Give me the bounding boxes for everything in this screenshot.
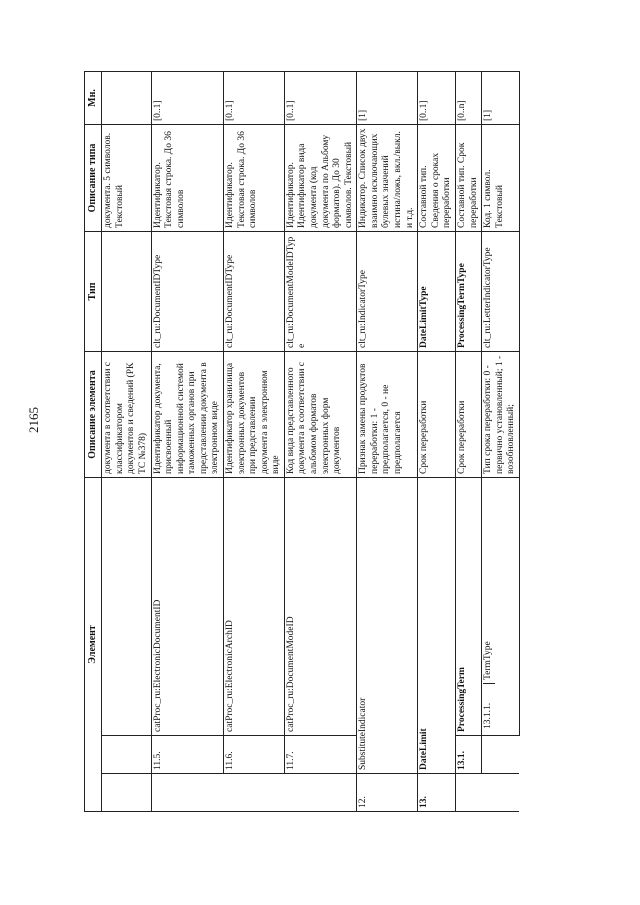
row-number: 13.	[418, 774, 456, 812]
row-number: 12.	[357, 774, 418, 812]
row-type: DateLimitType	[418, 231, 456, 351]
table-row	[223, 71, 284, 811]
row-element-name: SubstituteIndicator	[357, 477, 418, 773]
row-type: clt_ru:LetterIndicatorType	[482, 231, 520, 351]
row-element-name: catProc_ru:ElectronicArchID	[223, 477, 284, 735]
header-type: Тип	[85, 231, 102, 351]
row-description: Тип срока переработки: 0 - первично установленный; 1 - возобновленный;	[482, 351, 520, 477]
row-type-description: Составной тип. Срок переработки	[455, 124, 481, 231]
row-element-name: catProc_ru:ElectronicDocumentID	[151, 477, 223, 735]
row-type-description: Составной тип. Сведения о сроках переработки	[418, 124, 456, 231]
row-type-description: Идентификатор. Текстовая строка. До 36 символов	[151, 124, 223, 231]
row-multiplicity: [0..1]	[418, 71, 456, 124]
row-type: ProcessingTermType	[455, 231, 481, 351]
header-element: Элемент	[85, 477, 102, 811]
row-number: 11.5.	[151, 736, 223, 774]
row-description: Срок переработки	[418, 351, 456, 477]
row-multiplicity: [1]	[357, 71, 418, 124]
row-type: clt_ru:IndicatorType	[357, 231, 418, 351]
row-multiplicity	[102, 71, 151, 124]
element-table	[84, 71, 520, 812]
table-row	[284, 71, 356, 811]
row-type-description: Идентификатор. Текстовая строка. До 36 символов	[223, 124, 284, 231]
row-description: Признак замены продуктов переработки: 1 - предполагается, 0 - не предполагается	[357, 351, 418, 477]
table-row	[357, 71, 418, 811]
header-type-description: Описание типа	[85, 124, 102, 231]
row-type: clt_ru:DocumentIDType	[151, 231, 223, 351]
row-type-description: Индикатор. Список двух взаимно исключающих булевых значений истина/ложь, вкл./выкл. и т.д.	[357, 124, 418, 231]
rotated-page-content	[84, 72, 604, 812]
row-element-name: DateLimit	[418, 477, 456, 773]
row-number: 13.1.	[455, 736, 481, 774]
row-element-name: ProcessingTerm	[455, 477, 481, 735]
row-multiplicity: [0..1]	[151, 71, 223, 124]
row-multiplicity: [0..n]	[455, 71, 481, 124]
row-element-cell	[482, 477, 520, 735]
table-row	[482, 71, 520, 811]
row-number: 11.6.	[223, 736, 284, 774]
table-row	[418, 71, 456, 811]
row-multiplicity: [0..1]	[284, 71, 356, 124]
row-number: 11.7.	[284, 736, 356, 774]
table-row	[151, 71, 223, 811]
row-description: Идентификатор документа, присвоенный информационной системой таможенных органов при представлении документа в электронном виде	[151, 351, 223, 477]
header-row	[85, 71, 102, 811]
table-row	[455, 71, 481, 811]
page-number: 2165	[26, 407, 41, 433]
row-element-name: TermType	[483, 641, 494, 680]
table-row	[102, 71, 151, 811]
row-element-name: catProc_ru:DocumentModeID	[284, 477, 356, 735]
row-type-description: Идентификатор. Идентификатор вида документа (код документа по Альбому форматов). До 30 символов. Текстовый	[284, 124, 356, 231]
header-multiplicity: Мн.	[85, 71, 102, 124]
row-type-description: Код. 1 символ. Текстовый	[482, 124, 520, 231]
row-type: clt_ru:DocumentIDType	[223, 231, 284, 351]
row-type: clt_ru:DocumentModeIDType	[284, 231, 356, 351]
row-description: Идентификатор хранилища электронных документов при представлении документа в электронном виде	[223, 351, 284, 477]
row-type	[102, 231, 151, 351]
row-description: Код вида представленного документа в соответствии с альбомом форматов электронных форм документов	[284, 351, 356, 477]
row-type-description: документа. 5 символов. Текстовый	[102, 124, 151, 231]
row-description: документа в соответствии с классификатором документов и сведений (РК ТС №378)	[102, 351, 151, 477]
row-multiplicity: [1]	[482, 71, 520, 124]
header-element-description: Описание элемента	[85, 351, 102, 477]
row-multiplicity: [0..1]	[223, 71, 284, 124]
row-number: 13.1.1.	[483, 684, 495, 733]
row-description: Срок переработки	[455, 351, 481, 477]
